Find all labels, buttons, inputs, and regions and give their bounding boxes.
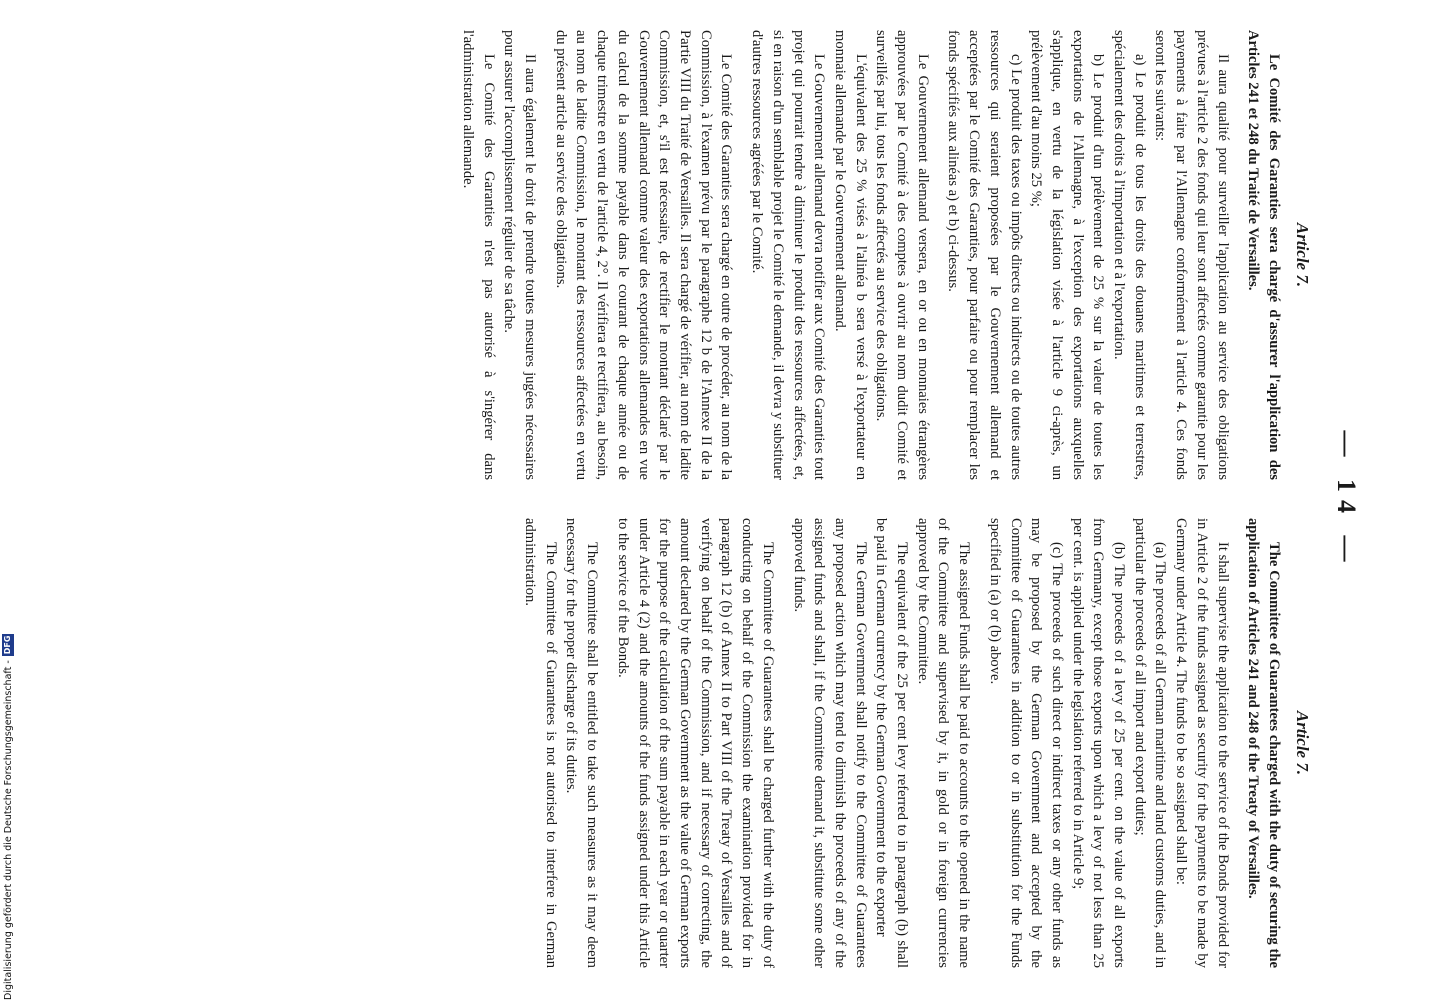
french-paragraph: Le Gouvernement allemand versera, en or ou en monnaies étrangères approuvées par le Comité à des comptes à ouvrir au nom dudit Comité et surveillés par lui, tous les fonds affectés au service des obligations. — [873, 30, 931, 480]
french-paragraph: b) Le produit d'un prélèvement de 25 % sur la valeur de toutes les exportations de l'Allemagne, à l'exception des exportations auxquelles s'applique, en vertu de la législation visée à l'article 9 ci-après, un prélèvement d'au moins 25 %; — [1028, 30, 1107, 480]
english-article-title: Article 7. — [1293, 710, 1312, 776]
french-column — [457, 30, 1312, 480]
french-paragraph: Il aura également le droit de prendre toutes mesures jugées nécessaires pour assurer l'accomplissement régulier de sa tâche. — [501, 30, 539, 480]
english-paragraph: The Committee of Guarantees shall be charged further with the duty of conducting on behalf of the Commission the examination provided for in paragraph 12 (b) of Annex II to Part VIII of the Treaty of Versailles and of verifying on behalf of the Commission, and if necessary of correcting, the amount declared by the German Government as the value of German exports for the purpose of the calculation of the sum payable in each year or quarter under Article 4 (2) and the amounts of the funds assigned under this Article to the service of the Bonds. — [614, 518, 776, 968]
english-paragraph: (b) The proceeds of a levy of 25 per cent. on the value of all exports from Germany, except those exports upon which a levy of not less than 25 per cent. is applied under the legislation referred to in Article 9; — [1069, 518, 1128, 968]
french-paragraph: a) Le produit de tous les droits des douanes maritimes et terrestres, spécialement des droits à l'importation et à l'exportation. — [1111, 30, 1148, 480]
french-paragraph: c) Le produit des taxes ou impôts directs ou indirects ou de toutes autres ressources qui seraient proposées par le Gouvernement allemand et acceptées par le Comité des Garanties, pour parfaire ou pour remplacer les fonds spécifiés aux alinéas a) et b) ci-dessus. — [945, 30, 1024, 480]
french-paragraph: L'équivalent des 25 % visés à l'alinéa b sera versé à l'exportateur en monnaie allemande par le Gouvernement allemand. — [831, 30, 869, 480]
english-paragraph: The equivalent of the 25 per cent levy referred to in paragraph (b) shall be paid in German currency by the German Government to the exporter — [873, 518, 911, 968]
english-column — [519, 518, 1312, 968]
english-paragraph: (a) The proceeds of all German maritime and land customs duties, and in particular the proceeds of all import and export duties; — [1131, 518, 1169, 968]
footer-text: Digitalisierung gefördert durch die Deutsche Forschungsgemeinschaft - — [2, 660, 14, 1000]
page-number: — 14 — — [1332, 430, 1361, 570]
french-paragraph: Le Comité des Garanties sera chargé en outre de procéder, au nom de la Commission, à l'examen prévu par le paragraphe 12 b de l'Annexe II de la Partie VIII du Traité de Versailles. Il sera chargé de vérifier, au nom de ladite Commission, et, s'il est nécessaire, de rectifier le montant déclaré par le Gouvernement allemand comme valeur des exportations allemandes en vue du calcul de la somme payable dans le courant de chaque année ou de chaque trimestre en vertu de l'article 4, 2°. Il vérifiera et rectifiera, au besoin, au nom de ladite Commission, le montant des ressources affectées en vertu du présent article au service des obligations. — [552, 30, 735, 480]
rotated-page — [67, 0, 1367, 1000]
english-paragraph: It shall supervise the application to the service of the Bonds provided for in Article 2 of the funds assigned as security for the payments to be made by Germany under Article 4. The funds to be so assigned shall be: — [1173, 518, 1231, 968]
digitization-footer — [0, 600, 16, 1000]
french-paragraph: Il aura qualité pour surveiller l'application au service des obligations prévues à l'article 2 des fonds qui leur sont affectés comme garantie pour les payements à faire par l'Allemagne conformément à l'article 4. Ces fonds seront les suivants: — [1152, 30, 1231, 480]
english-paragraph: The German Government shall notify to the Committee of Guarantees any proposed action which may tend to diminish the proceeds of any of the assigned funds and shall, if the Committee demand it, substitute some other approved funds. — [790, 518, 869, 968]
french-paragraph: Le Gouvernement allemand devra notifier aux Comité des Garanties tout projet qui pourrait tendre à diminuer le produit des ressources affectées, et, si en raison d'un semblable projet le Comité le demande, il devra y substituer d'autres ressources agréées par le Comité. — [749, 30, 828, 480]
french-article-title: Article 7. — [1293, 222, 1312, 288]
english-paragraph: (c) The proceeds of such direct or indirect taxes or any other funds as may be proposed by the German Government and accepted by the Committee of Guarantees in addition to or in substitution for the Funds specified in (a) or (b) above. — [986, 518, 1065, 968]
english-paragraph: The assigned Funds shall be paid to accounts to the opened in the name of the Committee and supervised by it, in gold or in foreign currencies approved by the Committee. — [914, 518, 973, 968]
english-paragraph: The Committee of Guarantees is not autorised to interfere in German administration. — [522, 518, 559, 968]
english-paragraph: The Committee of Guarantees charged with the duty of securing the application of Articles 241 and 248 of the Treaty of Versailles. — [1245, 518, 1282, 968]
french-paragraph: Le Comité des Garanties n'est pas autorisé à s'ingérer dans l'administration allemande. — [459, 30, 497, 480]
dfg-logo: DFG — [3, 635, 12, 655]
english-paragraph: The Committee shall be entitled to take such measures as it may deem necessary for the proper discharge of its duties. — [563, 518, 601, 968]
french-paragraph: Le Comité des Garanties sera chargé d'assurer l'application des Articles 241 et 248 du Traité de Versailles. — [1245, 30, 1282, 480]
